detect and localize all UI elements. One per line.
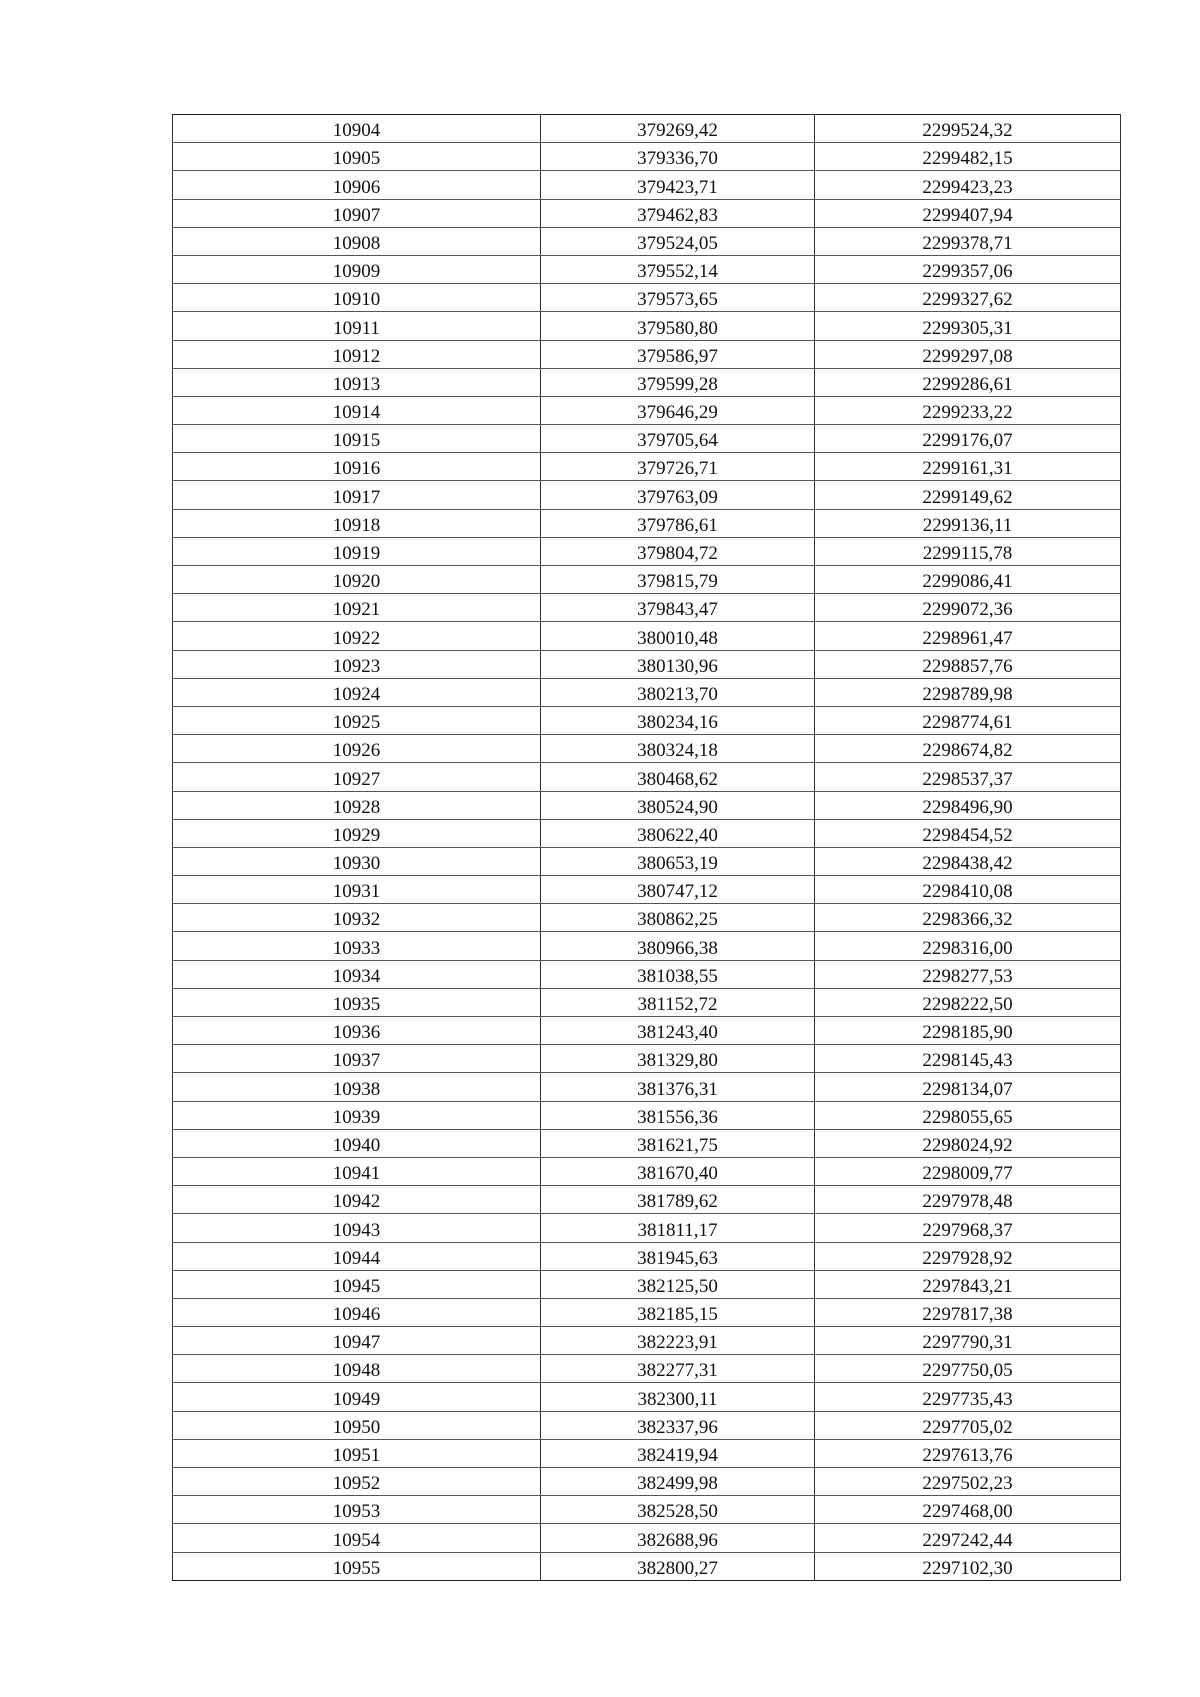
point-number-cell: 10938 [173,1073,541,1101]
table-row [173,1355,1121,1383]
table-row [173,1439,1121,1467]
table-row [173,1129,1121,1157]
table-row [173,284,1121,312]
y-coordinate-cell: 2298961,47 [815,622,1121,650]
point-number-cell: 10934 [173,960,541,988]
y-coordinate-cell: 2299149,62 [815,481,1121,509]
y-coordinate-cell: 2298454,52 [815,819,1121,847]
x-coordinate-cell: 380966,38 [541,932,815,960]
table-row [173,904,1121,932]
y-coordinate-cell: 2298410,08 [815,876,1121,904]
table-row [173,650,1121,678]
x-coordinate-cell: 379586,97 [541,340,815,368]
y-coordinate-cell: 2298277,53 [815,960,1121,988]
table-row [173,1045,1121,1073]
point-number-cell: 10945 [173,1270,541,1298]
x-coordinate-cell: 380862,25 [541,904,815,932]
point-number-cell: 10937 [173,1045,541,1073]
x-coordinate-cell: 380622,40 [541,819,815,847]
point-number-cell: 10928 [173,791,541,819]
table-row [173,509,1121,537]
y-coordinate-cell: 2299233,22 [815,396,1121,424]
y-coordinate-cell: 2298145,43 [815,1045,1121,1073]
point-number-cell: 10918 [173,509,541,537]
table-row [173,340,1121,368]
y-coordinate-cell: 2297790,31 [815,1327,1121,1355]
x-coordinate-cell: 382125,50 [541,1270,815,1298]
x-coordinate-cell: 379843,47 [541,594,815,622]
y-coordinate-cell: 2298366,32 [815,904,1121,932]
y-coordinate-cell: 2297928,92 [815,1242,1121,1270]
point-number-cell: 10954 [173,1524,541,1552]
x-coordinate-cell: 380324,18 [541,735,815,763]
table-row [173,1270,1121,1298]
y-coordinate-cell: 2299086,41 [815,566,1121,594]
table-row [173,1101,1121,1129]
x-coordinate-cell: 379580,80 [541,312,815,340]
point-number-cell: 10917 [173,481,541,509]
table-row [173,255,1121,283]
y-coordinate-cell: 2299176,07 [815,425,1121,453]
y-coordinate-cell: 2297978,48 [815,1186,1121,1214]
y-coordinate-cell: 2299327,62 [815,284,1121,312]
x-coordinate-cell: 379462,83 [541,199,815,227]
point-number-cell: 10939 [173,1101,541,1129]
point-number-cell: 10915 [173,425,541,453]
table-row [173,735,1121,763]
y-coordinate-cell: 2298857,76 [815,650,1121,678]
x-coordinate-cell: 379763,09 [541,481,815,509]
point-number-cell: 10911 [173,312,541,340]
table-row [173,988,1121,1016]
point-number-cell: 10935 [173,988,541,1016]
point-number-cell: 10952 [173,1468,541,1496]
x-coordinate-cell: 381329,80 [541,1045,815,1073]
point-number-cell: 10922 [173,622,541,650]
point-number-cell: 10925 [173,706,541,734]
point-number-cell: 10951 [173,1439,541,1467]
table-row [173,115,1121,143]
point-number-cell: 10912 [173,340,541,368]
y-coordinate-cell: 2299524,32 [815,115,1121,143]
table-row [173,763,1121,791]
point-number-cell: 10909 [173,255,541,283]
table-row [173,1327,1121,1355]
table-row [173,1411,1121,1439]
x-coordinate-cell: 381152,72 [541,988,815,1016]
y-coordinate-cell: 2299161,31 [815,453,1121,481]
point-number-cell: 10919 [173,537,541,565]
x-coordinate-cell: 381945,63 [541,1242,815,1270]
point-number-cell: 10921 [173,594,541,622]
x-coordinate-cell: 379726,71 [541,453,815,481]
point-number-cell: 10941 [173,1157,541,1185]
y-coordinate-cell: 2299378,71 [815,227,1121,255]
point-number-cell: 10905 [173,143,541,171]
y-coordinate-cell: 2298674,82 [815,735,1121,763]
table-row [173,1242,1121,1270]
x-coordinate-cell: 382688,96 [541,1524,815,1552]
y-coordinate-cell: 2297468,00 [815,1496,1121,1524]
table-row [173,537,1121,565]
y-coordinate-cell: 2299482,15 [815,143,1121,171]
x-coordinate-cell: 380468,62 [541,763,815,791]
x-coordinate-cell: 379552,14 [541,255,815,283]
y-coordinate-cell: 2299286,61 [815,368,1121,396]
y-coordinate-cell: 2299297,08 [815,340,1121,368]
table-row [173,368,1121,396]
x-coordinate-cell: 381811,17 [541,1214,815,1242]
point-number-cell: 10906 [173,171,541,199]
x-coordinate-cell: 379705,64 [541,425,815,453]
y-coordinate-cell: 2298024,92 [815,1129,1121,1157]
y-coordinate-cell: 2297817,38 [815,1298,1121,1326]
table-row [173,876,1121,904]
y-coordinate-cell: 2297735,43 [815,1383,1121,1411]
point-number-cell: 10926 [173,735,541,763]
point-number-cell: 10932 [173,904,541,932]
point-number-cell: 10948 [173,1355,541,1383]
table-row [173,594,1121,622]
table-row [173,1383,1121,1411]
x-coordinate-cell: 380747,12 [541,876,815,904]
x-coordinate-cell: 379599,28 [541,368,815,396]
x-coordinate-cell: 379815,79 [541,566,815,594]
y-coordinate-cell: 2298496,90 [815,791,1121,819]
x-coordinate-cell: 381038,55 [541,960,815,988]
table-row [173,1214,1121,1242]
x-coordinate-cell: 382337,96 [541,1411,815,1439]
x-coordinate-cell: 381243,40 [541,1017,815,1045]
point-number-cell: 10949 [173,1383,541,1411]
point-number-cell: 10944 [173,1242,541,1270]
table-row [173,706,1121,734]
point-number-cell: 10930 [173,847,541,875]
point-number-cell: 10947 [173,1327,541,1355]
point-number-cell: 10936 [173,1017,541,1045]
table-row [173,622,1121,650]
table-row [173,227,1121,255]
table-row [173,1298,1121,1326]
point-number-cell: 10943 [173,1214,541,1242]
point-number-cell: 10955 [173,1552,541,1580]
x-coordinate-cell: 380130,96 [541,650,815,678]
x-coordinate-cell: 381376,31 [541,1073,815,1101]
x-coordinate-cell: 379804,72 [541,537,815,565]
point-number-cell: 10913 [173,368,541,396]
point-number-cell: 10940 [173,1129,541,1157]
y-coordinate-cell: 2297613,76 [815,1439,1121,1467]
y-coordinate-cell: 2298438,42 [815,847,1121,875]
table-row [173,678,1121,706]
y-coordinate-cell: 2298774,61 [815,706,1121,734]
point-number-cell: 10907 [173,199,541,227]
x-coordinate-cell: 382185,15 [541,1298,815,1326]
x-coordinate-cell: 382223,91 [541,1327,815,1355]
y-coordinate-cell: 2297705,02 [815,1411,1121,1439]
x-coordinate-cell: 382800,27 [541,1552,815,1580]
point-number-cell: 10910 [173,284,541,312]
coordinates-table [172,114,1121,1581]
y-coordinate-cell: 2298009,77 [815,1157,1121,1185]
table-row [173,791,1121,819]
y-coordinate-cell: 2299072,36 [815,594,1121,622]
table-row [173,425,1121,453]
x-coordinate-cell: 381789,62 [541,1186,815,1214]
point-number-cell: 10914 [173,396,541,424]
point-number-cell: 10942 [173,1186,541,1214]
point-number-cell: 10927 [173,763,541,791]
y-coordinate-cell: 2299357,06 [815,255,1121,283]
table-row [173,1157,1121,1185]
x-coordinate-cell: 379269,42 [541,115,815,143]
point-number-cell: 10923 [173,650,541,678]
table-row [173,453,1121,481]
y-coordinate-cell: 2297502,23 [815,1468,1121,1496]
y-coordinate-cell: 2299136,11 [815,509,1121,537]
x-coordinate-cell: 381621,75 [541,1129,815,1157]
table-row [173,566,1121,594]
point-number-cell: 10946 [173,1298,541,1326]
x-coordinate-cell: 379573,65 [541,284,815,312]
y-coordinate-cell: 2298537,37 [815,763,1121,791]
x-coordinate-cell: 381556,36 [541,1101,815,1129]
y-coordinate-cell: 2298222,50 [815,988,1121,1016]
table-row [173,1552,1121,1580]
y-coordinate-cell: 2297242,44 [815,1524,1121,1552]
x-coordinate-cell: 379646,29 [541,396,815,424]
x-coordinate-cell: 379423,71 [541,171,815,199]
table-row [173,960,1121,988]
y-coordinate-cell: 2298055,65 [815,1101,1121,1129]
point-number-cell: 10924 [173,678,541,706]
y-coordinate-cell: 2298316,00 [815,932,1121,960]
table-row [173,1186,1121,1214]
y-coordinate-cell: 2299423,23 [815,171,1121,199]
y-coordinate-cell: 2297750,05 [815,1355,1121,1383]
x-coordinate-cell: 379786,61 [541,509,815,537]
x-coordinate-cell: 382419,94 [541,1439,815,1467]
table-row [173,819,1121,847]
y-coordinate-cell: 2297102,30 [815,1552,1121,1580]
table-row [173,312,1121,340]
x-coordinate-cell: 380234,16 [541,706,815,734]
x-coordinate-cell: 380213,70 [541,678,815,706]
y-coordinate-cell: 2298185,90 [815,1017,1121,1045]
table-row [173,1017,1121,1045]
table-row [173,847,1121,875]
point-number-cell: 10931 [173,876,541,904]
point-number-cell: 10953 [173,1496,541,1524]
table-row [173,1496,1121,1524]
y-coordinate-cell: 2298134,07 [815,1073,1121,1101]
table-row [173,199,1121,227]
y-coordinate-cell: 2299305,31 [815,312,1121,340]
coordinates-table-body [173,115,1121,1581]
x-coordinate-cell: 381670,40 [541,1157,815,1185]
point-number-cell: 10908 [173,227,541,255]
y-coordinate-cell: 2299407,94 [815,199,1121,227]
table-row [173,171,1121,199]
table-row [173,1524,1121,1552]
y-coordinate-cell: 2298789,98 [815,678,1121,706]
x-coordinate-cell: 382277,31 [541,1355,815,1383]
table-row [173,1073,1121,1101]
x-coordinate-cell: 382528,50 [541,1496,815,1524]
table-row [173,932,1121,960]
x-coordinate-cell: 382499,98 [541,1468,815,1496]
table-row [173,1468,1121,1496]
x-coordinate-cell: 382300,11 [541,1383,815,1411]
y-coordinate-cell: 2297968,37 [815,1214,1121,1242]
point-number-cell: 10929 [173,819,541,847]
point-number-cell: 10933 [173,932,541,960]
point-number-cell: 10916 [173,453,541,481]
y-coordinate-cell: 2297843,21 [815,1270,1121,1298]
y-coordinate-cell: 2299115,78 [815,537,1121,565]
table-row [173,396,1121,424]
point-number-cell: 10904 [173,115,541,143]
point-number-cell: 10950 [173,1411,541,1439]
point-number-cell: 10920 [173,566,541,594]
table-row [173,143,1121,171]
x-coordinate-cell: 380653,19 [541,847,815,875]
x-coordinate-cell: 380524,90 [541,791,815,819]
x-coordinate-cell: 379524,05 [541,227,815,255]
x-coordinate-cell: 380010,48 [541,622,815,650]
x-coordinate-cell: 379336,70 [541,143,815,171]
table-row [173,481,1121,509]
